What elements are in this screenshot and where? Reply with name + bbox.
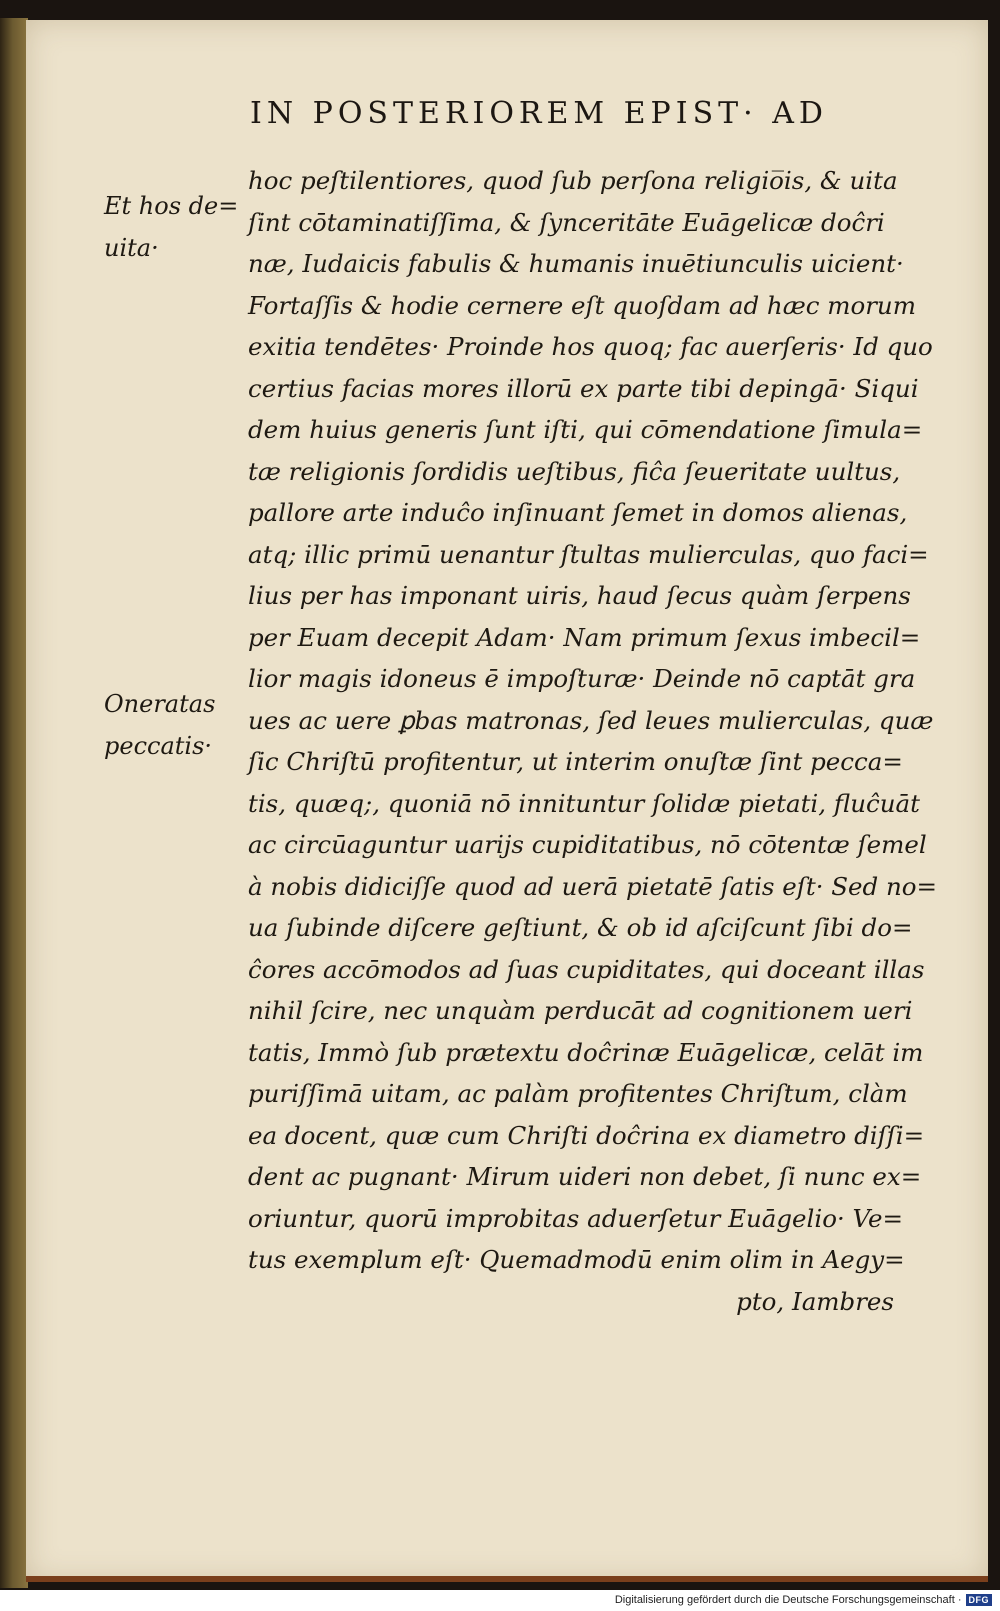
margin-note-line: uita· [104, 233, 159, 262]
page-edge [26, 1576, 988, 1582]
text-line: næ, Iudaicis fabulis & humanis inuētiunculis uicient· [248, 249, 904, 278]
text-line: pallore arte induĉo inſinuant ſemet in domos alienas, [248, 498, 908, 527]
margin-note-line: Et hos de= [104, 192, 239, 220]
margin-note-line: peccatis· [104, 731, 213, 760]
text-line: ſint cōtaminatiſſima, & ſynceritāte Euāgelicæ doĉri [248, 207, 885, 237]
credit-text: Digitalisierung gefördert durch die Deutsche Forschungsgemeinschaft · [614, 1594, 962, 1606]
text-line: tus exemplum eſt· Quemadmodū enim olim in Aegy= [248, 1245, 905, 1274]
dfg-logo: DFG [966, 1594, 993, 1606]
text-line: per Euam decepit Adam· Nam primum ſexus imbecil= [248, 622, 921, 652]
margin-note-2 [104, 684, 215, 767]
text-line: lius per has imponant uiris, haud ſecus quàm ſerpens [248, 581, 911, 610]
text-line: ea docent, quæ cum Chriſti doĉrina ex diametro diſſi= [248, 1120, 925, 1150]
margin-note-line: Oneratas [104, 690, 216, 718]
margin-note-1 [104, 186, 238, 269]
text-line: ac circūaguntur uarijs cupiditatibus, nō cōtentæ ſemel [248, 830, 927, 859]
text-line: dem huius generis ſunt iſti, qui cōmendatione ſimula= [248, 415, 923, 444]
text-line: ua ſubinde diſcere geſtiunt, & ob id aſciſcunt ſibi do= [248, 913, 913, 942]
catchword: pto, Iambres [736, 1286, 894, 1316]
text-line: lior magis idoneus ē impoſturæ· Deinde nō captāt gra [248, 664, 916, 693]
text-line: puriſſimā uitam, ac palàm profitentes Chriſtum, clàm [248, 1079, 908, 1108]
text-line: ĉores accōmodos ad ſuas cupiditates, qui doceant illas [248, 954, 925, 984]
text-line: tatis, Immò ſub prætextu doĉrinæ Euāgelicæ, celāt im [248, 1037, 924, 1067]
text-line: Fortaſſis & hodie cernere eſt quoſdam ad hæc morum [248, 290, 916, 320]
text-line: ſic Chriſtū profitentur, ut interim onuſtæ ſint pecca= [248, 747, 903, 776]
digitization-credit [615, 1594, 992, 1606]
text-line: certius facias mores illorū ex parte tibi depingā· Siqui [248, 373, 919, 403]
text-line: oriuntur, quorū improbitas aduerſetur Euāgelio· Ve= [248, 1203, 904, 1233]
text-line: exitia tendētes· Proinde hos quoq; fac auerſeris· Id quo [248, 332, 933, 361]
text-line: tæ religionis ſordidis ueſtibus, fiĉa ſeueritate uultus, [248, 456, 901, 486]
running-head: IN POSTERIOREM EPIST· AD [250, 96, 828, 131]
book-spine [0, 18, 28, 1588]
text-line: atq; illic primū uenantur ſtultas mulierculas, quo faci= [248, 539, 929, 569]
body-text [248, 160, 938, 1322]
text-line: ues ac uere ꝑbas matronas, ſed leues mulierculas, quæ [248, 705, 934, 735]
text-line: nihil ſcire, nec unquàm perducāt ad cognitionem ueri [248, 996, 913, 1025]
text-line: à nobis didiciſſe quod ad uerā pietatē ſatis eſt· Sed no= [248, 871, 938, 901]
text-line: tis, quæq;, quoniā nō innituntur ſolidæ pietati, fluĉuāt [248, 788, 920, 818]
text-line: hoc peſtilentiores, quod ſub perſona religio̅is, & uita [248, 166, 898, 195]
text-line: dent ac pugnant· Mirum uideri non debet, ſi nunc ex= [248, 1162, 922, 1191]
